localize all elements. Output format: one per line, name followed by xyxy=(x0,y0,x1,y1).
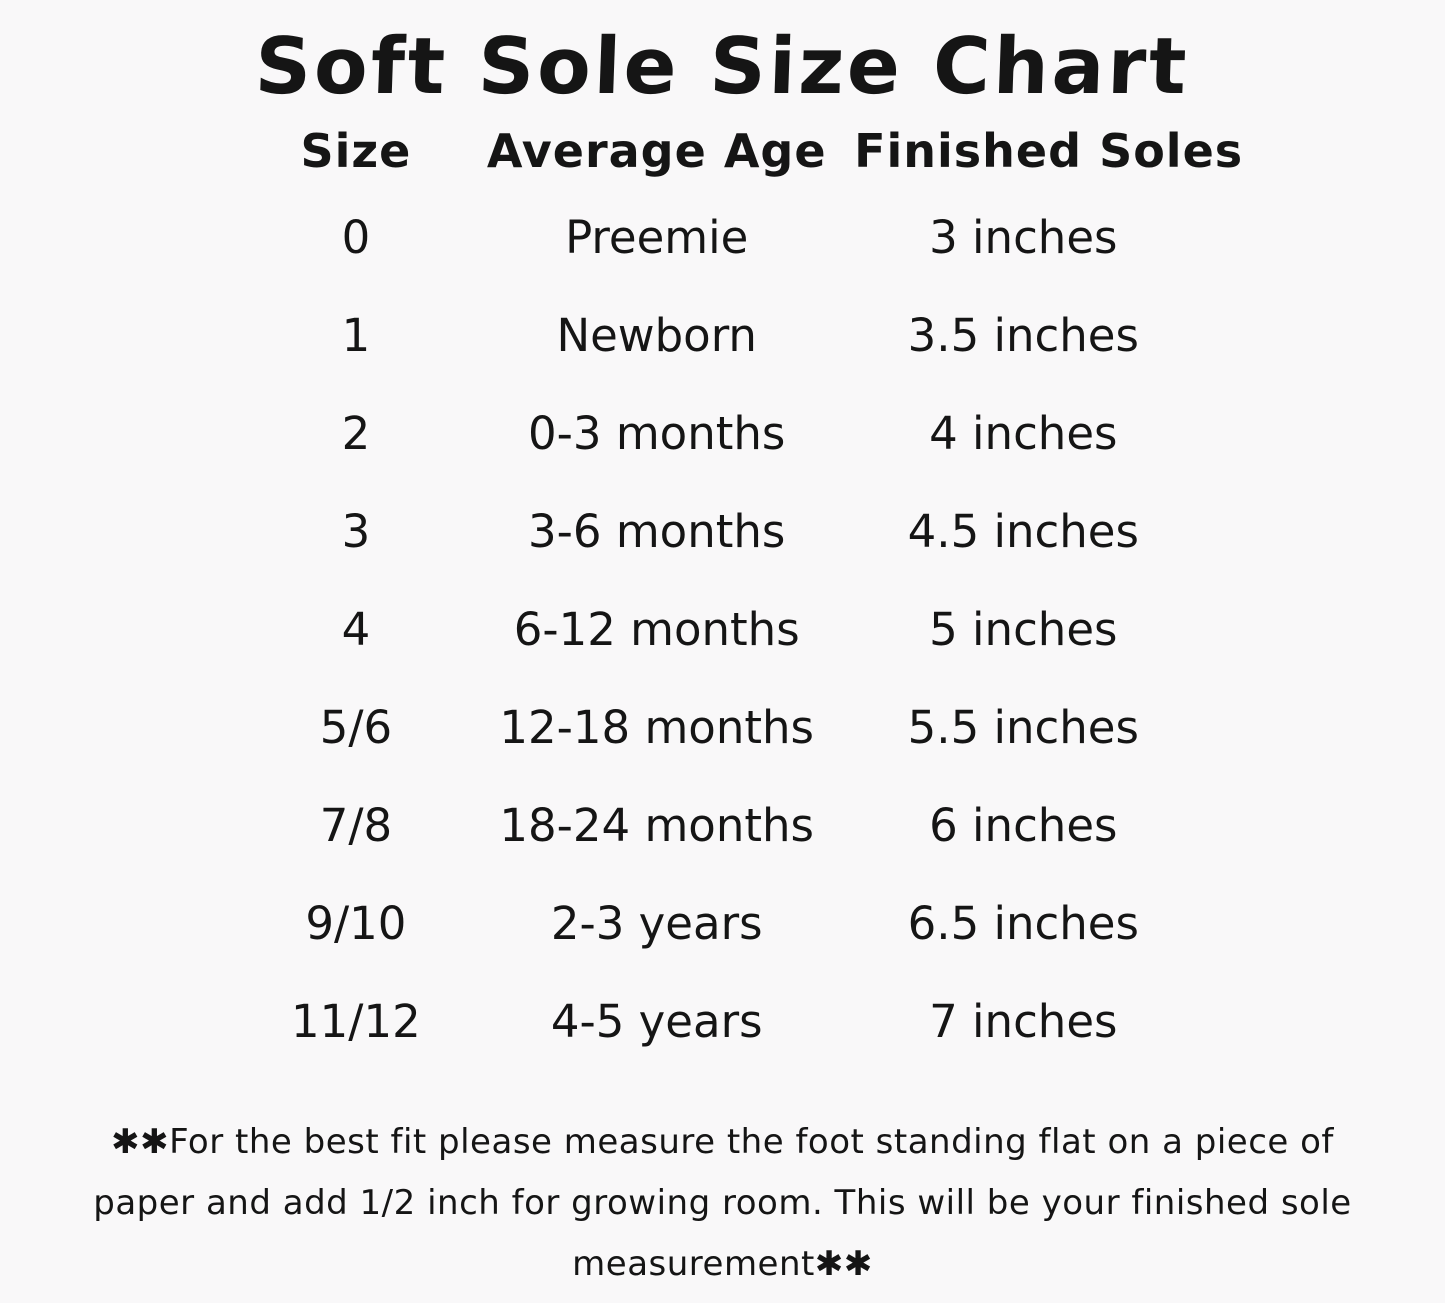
age-cell: 6-12 months xyxy=(513,602,800,656)
size-table-header xyxy=(253,118,1244,188)
column-header-finished-soles: Finished Soles xyxy=(854,124,1244,178)
table-row xyxy=(253,776,1193,874)
table-row xyxy=(253,580,1193,678)
size-cell: 1 xyxy=(341,308,371,362)
table-row xyxy=(253,482,1193,580)
size-table-body xyxy=(253,188,1193,1070)
size-cell: 9/10 xyxy=(305,896,407,950)
sole-cell: 4 inches xyxy=(929,406,1118,460)
table-row xyxy=(253,678,1193,776)
header-row xyxy=(253,118,1193,188)
size-cell: 5/6 xyxy=(319,700,393,754)
column-header-size: Size xyxy=(300,124,412,178)
table-row xyxy=(253,874,1193,972)
sole-cell: 6 inches xyxy=(929,798,1118,852)
sole-cell: 5 inches xyxy=(929,602,1118,656)
sole-cell: 7 inches xyxy=(929,994,1118,1048)
size-cell: 2 xyxy=(341,406,371,460)
size-table xyxy=(253,118,1244,1070)
footnote: ✱✱For the best fit please measure the foot standing flat on a piece of paper and add 1/2 inch for growing room. This will be your finished sole measurement✱✱ xyxy=(93,1122,1352,1285)
age-cell: 3-6 months xyxy=(528,504,786,558)
size-cell: 3 xyxy=(341,504,371,558)
column-header-average-age: Average Age xyxy=(486,124,827,178)
table-row xyxy=(253,972,1193,1070)
age-cell: Newborn xyxy=(556,308,757,362)
table-row xyxy=(253,384,1193,482)
page-title: Soft Sole Size Chart xyxy=(253,22,1192,112)
sole-cell: 4.5 inches xyxy=(907,504,1139,558)
size-cell: 4 xyxy=(341,602,371,656)
sole-cell: 6.5 inches xyxy=(907,896,1139,950)
table-row xyxy=(253,286,1193,384)
sole-cell: 3.5 inches xyxy=(907,308,1139,362)
age-cell: 4-5 years xyxy=(550,994,763,1048)
age-cell: 0-3 months xyxy=(528,406,786,460)
sole-cell: 3 inches xyxy=(929,210,1118,264)
age-cell: 2-3 years xyxy=(550,896,763,950)
size-cell: 7/8 xyxy=(319,798,393,852)
size-cell: 11/12 xyxy=(291,994,421,1048)
age-cell: 12-18 months xyxy=(499,700,814,754)
table-row xyxy=(253,188,1193,286)
age-cell: 18-24 months xyxy=(499,798,814,852)
sole-cell: 5.5 inches xyxy=(907,700,1139,754)
age-cell: Preemie xyxy=(565,210,749,264)
size-cell: 0 xyxy=(341,210,371,264)
